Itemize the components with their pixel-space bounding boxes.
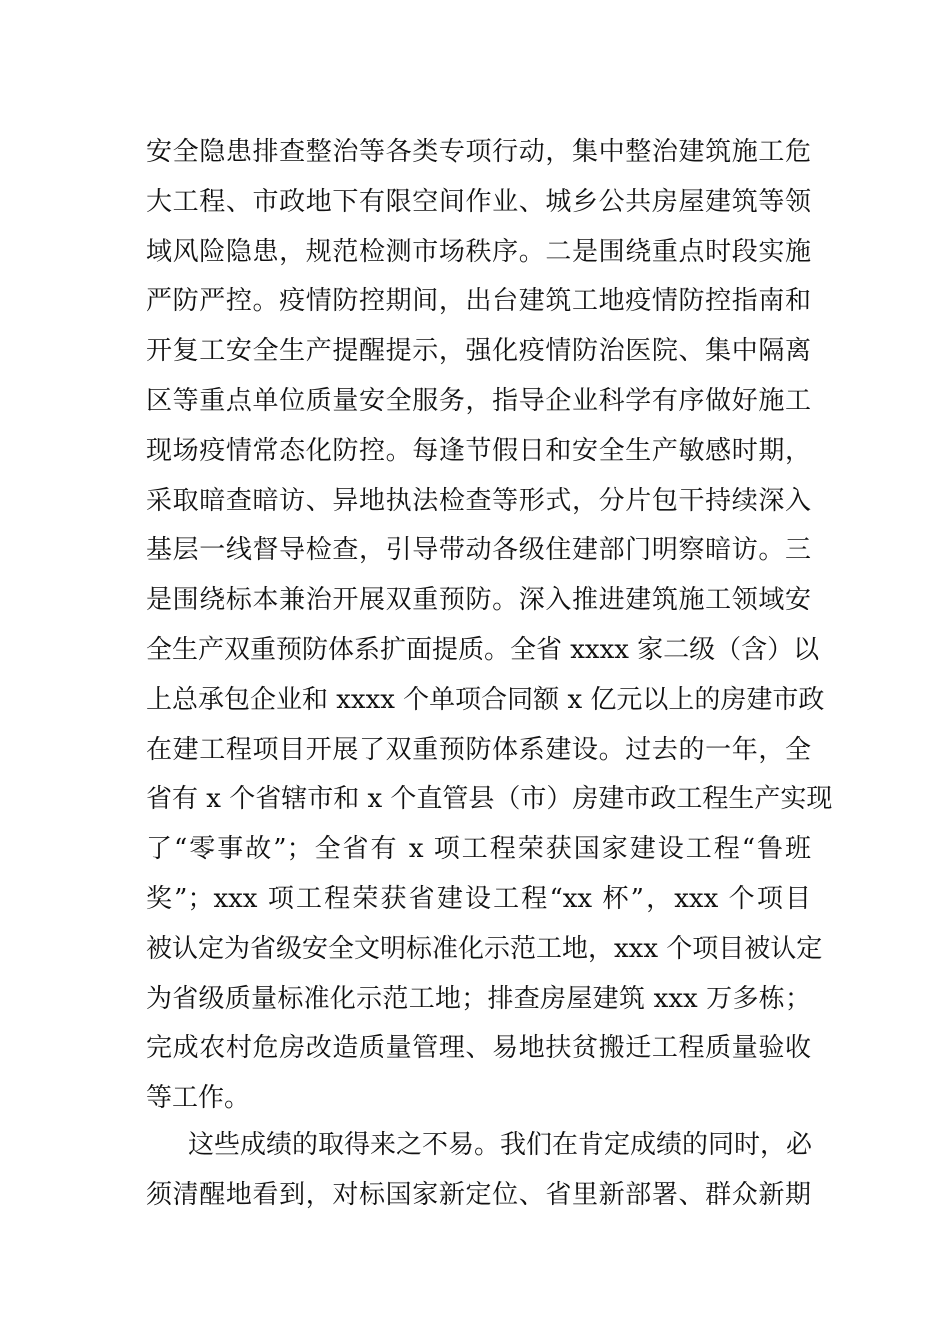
paragraph-line: 被认定为省级安全文明标准化示范工地，xxx 个项目被认定 bbox=[146, 933, 823, 964]
paragraph-line: 在建工程项目开展了双重预防体系建设。过去的一年，全 bbox=[146, 734, 811, 765]
paragraph-line: 了“零事故”；全省有 x 项工程荣获国家建设工程“鲁班 bbox=[146, 834, 811, 865]
paragraph-line: 严防严控。疫情防控期间，出台建筑工地疫情防控指南和 bbox=[146, 286, 811, 317]
paragraph-line: 是围绕标本兼治开展双重预防。深入推进建筑施工领域安 bbox=[146, 585, 811, 616]
paragraph-line: 全生产双重预防体系扩面提质。全省 xxxx 家二级（含）以 bbox=[146, 634, 820, 665]
paragraph-line: 为省级质量标准化示范工地；排查房屋建筑 xxx 万多栋； bbox=[146, 983, 811, 1014]
paragraph-line: 奖”；xxx 项工程荣获省建设工程“xx 杯”，xxx 个项目 bbox=[146, 883, 811, 914]
paragraph-line: 这些成绩的取得来之不易。我们在肯定成绩的同时，必 bbox=[188, 1130, 813, 1160]
paragraph-line: 安全隐患排查整治等各类专项行动，集中整治建筑施工危 bbox=[146, 137, 811, 167]
paragraph-line: 大工程、市政地下有限空间作业、城乡公共房屋建筑等领 bbox=[146, 186, 811, 217]
paragraph-line: 开复工安全生产提醒提示，强化疫情防治医院、集中隔离 bbox=[146, 336, 811, 367]
paragraph-line: 基层一线督导检查，引导带动各级住建部门明察暗访。三 bbox=[146, 535, 811, 566]
paragraph-1 bbox=[146, 128, 833, 1124]
paragraph-line: 域风险隐患，规范检测市场秩序。二是围绕重点时段实施 bbox=[146, 236, 811, 267]
paragraph-line: 须清醒地看到，对标国家新定位、省里新部署、群众新期 bbox=[146, 1179, 811, 1210]
paragraph-line: 采取暗查暗访、异地执法检查等形式，分片包干持续深入 bbox=[146, 485, 811, 516]
paragraph-line: 省有 x 个省辖市和 x 个直管县（市）房建市政工程生产实现 bbox=[146, 784, 833, 815]
paragraph-line: 区等重点单位质量安全服务，指导企业科学有序做好施工 bbox=[146, 385, 811, 416]
paragraph-2 bbox=[146, 1121, 811, 1221]
paragraph-line: 现场疫情常态化防控。每逢节假日和安全生产敏感时期， bbox=[146, 435, 811, 466]
paragraph-line: 上总承包企业和 xxxx 个单项合同额 x 亿元以上的房建市政 bbox=[146, 684, 825, 715]
paragraph-line: 完成农村危房改造质量管理、易地扶贫搬迁工程质量验收 bbox=[146, 1033, 811, 1064]
paragraph-line: 等工作。 bbox=[146, 1083, 251, 1114]
